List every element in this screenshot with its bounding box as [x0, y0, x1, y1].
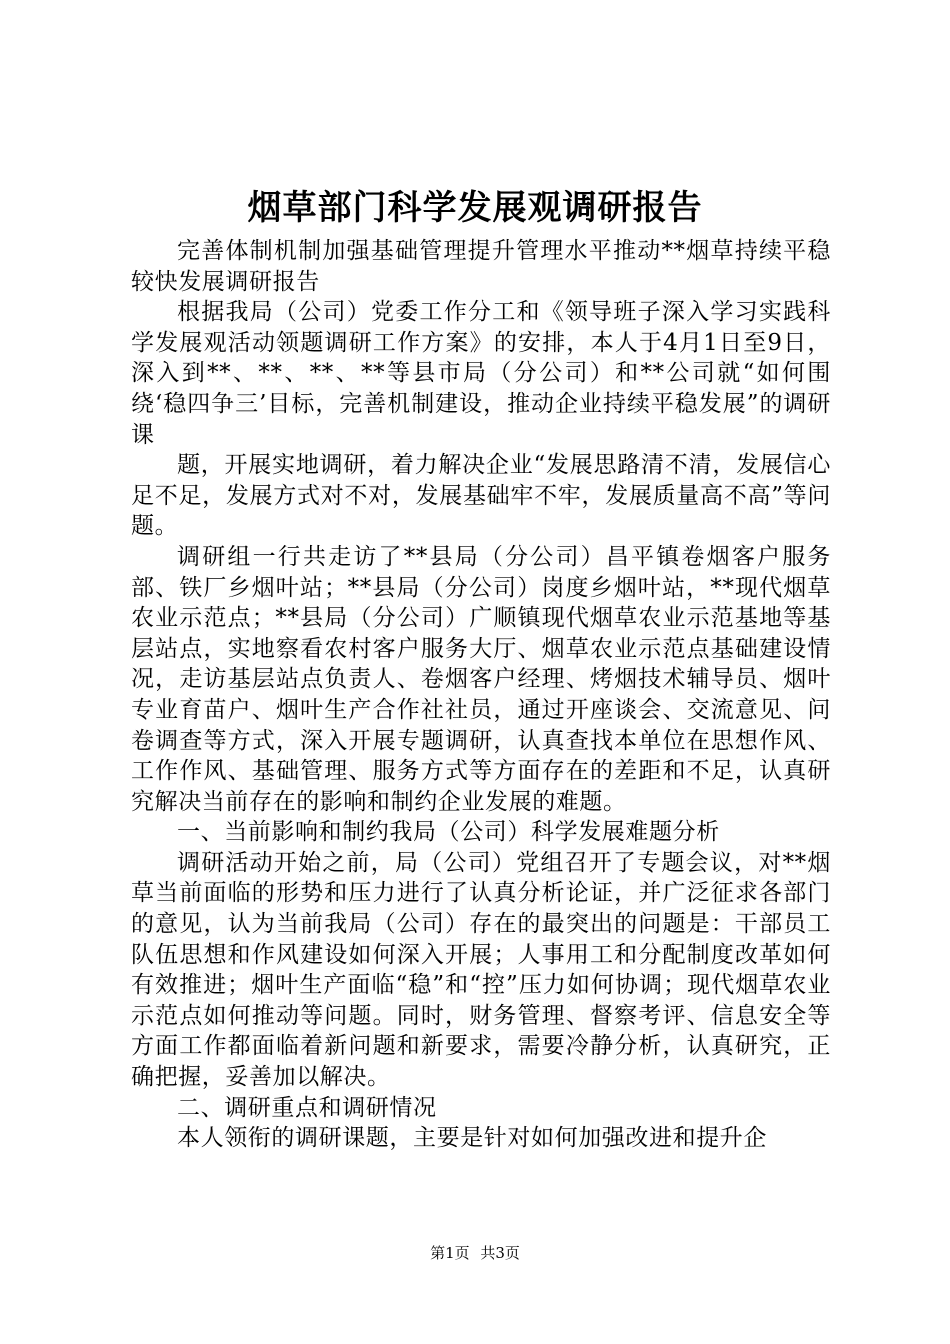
paragraph-topic: 题，开展实地调研，着力解决企业“发展思路清不清，发展信心足不足，发展方式对不对，发展基础牢不牢，发展质量高不高”等问题。 — [131, 452, 831, 540]
page-number: 第1页 — [430, 1244, 470, 1262]
document-body — [131, 236, 831, 1154]
paragraph-visits: 调研组一行共走访了**县局（分公司）昌平镇卷烟客户服务部、铁厂乡烟叶站；**县局（分公司）岗度乡烟叶站，**现代烟草农业示范点；**县局（分公司）广顺镇现代烟草农业示范基地等基层站点，实地察看农村客户服务大厅、烟草农业示范点基础建设情况，走访基层站点负责人、卷烟客户经理、烤烟技术辅导员、烟叶专业育苗户、烟叶生产合作社社员，通过开座谈会、交流意见、问卷调查等方式，深入开展专题调研，认真查找本单位在思想作风、工作作风、基础管理、服务方式等方面存在的差距和不足，认真研究解决当前存在的影响和制约企业发展的难题。 — [131, 543, 831, 815]
paragraph-background: 根据我局（公司）党委工作分工和《领导班子深入学习实践科学发展观活动领题调研工作方案》的安排，本人于4月1日至9日，深入到**、**、**、**等县市局（分公司）和**公司就“如何围绕‘稳四争三’目标，完善机制建设，推动企业持续平稳发展”的调研课 — [131, 299, 831, 448]
section-heading-2: 二、调研重点和调研情况 — [177, 1094, 437, 1121]
paragraph-focus: 本人领衔的调研课题，主要是针对如何加强改进和提升企 — [177, 1125, 767, 1152]
paragraph-subtitle: 完善体制机制加强基础管理提升管理水平推动**烟草持续平稳较快发展调研报告 — [131, 238, 831, 295]
page-total: 共3页 — [480, 1244, 520, 1262]
page-footer — [0, 1243, 950, 1263]
document-title: 烟草部门科学发展观调研报告 — [247, 188, 703, 228]
section-heading-1: 一、当前影响和制约我局（公司）科学发展难题分析 — [177, 819, 720, 846]
paragraph-analysis: 调研活动开始之前，局（公司）党组召开了专题会议，对**烟草当前面临的形势和压力进行了认真分析论证，并广泛征求各部门的意见，认为当前我局（公司）存在的最突出的问题是：干部员工队伍思想和作风建设如何深入开展；人事用工和分配制度改革如何有效推进；烟叶生产面临“稳”和“控”压力如何协调；现代烟草农业示范点如何推动等问题。同时，财务管理、督察考评、信息安全等方面工作都面临着新问题和新要求，需要冷静分析，认真研究，正确把握，妥善加以解决。 — [131, 849, 831, 1091]
